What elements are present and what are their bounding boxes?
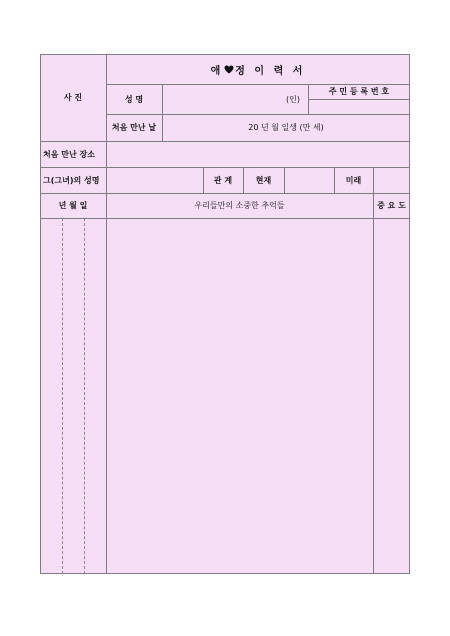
- importance-cell[interactable]: [373, 447, 410, 472]
- memory-cell[interactable]: [106, 320, 373, 345]
- grid-line: [40, 193, 410, 194]
- date-cell[interactable]: [40, 320, 106, 345]
- date-cell[interactable]: [40, 345, 106, 370]
- importance-cell[interactable]: [373, 549, 410, 574]
- current-label: 현재: [243, 167, 284, 193]
- name-label: 성 명: [106, 84, 162, 114]
- grid-line: [106, 141, 107, 574]
- col-importance-header: 중 요 도: [373, 193, 410, 218]
- col-memories-header: 우리들만의 소중한 추억들: [106, 193, 373, 218]
- partner-name-label: 그(그녀)의 성명: [40, 167, 106, 193]
- importance-cell[interactable]: [373, 498, 410, 523]
- grid-line: [106, 114, 410, 115]
- importance-cell[interactable]: [373, 472, 410, 497]
- importance-cell[interactable]: [373, 294, 410, 319]
- memory-cell[interactable]: [106, 472, 373, 497]
- grid-line: [106, 84, 410, 85]
- date-cell[interactable]: [40, 218, 106, 243]
- date-divider-dashed: [62, 218, 63, 574]
- importance-cell[interactable]: [373, 243, 410, 268]
- table-row-line: [40, 573, 410, 574]
- first-met-date-field[interactable]: 20 년 월 일생 (만 세): [162, 114, 410, 141]
- memory-cell[interactable]: [106, 294, 373, 319]
- importance-cell[interactable]: [373, 371, 410, 396]
- date-cell[interactable]: [40, 371, 106, 396]
- date-cell[interactable]: [40, 294, 106, 319]
- grid-line: [106, 54, 107, 141]
- grid-line: [308, 99, 410, 100]
- current-field[interactable]: [284, 167, 334, 193]
- memory-cell[interactable]: [106, 371, 373, 396]
- future-field[interactable]: [373, 167, 410, 193]
- partner-name-field[interactable]: [106, 167, 203, 193]
- date-cell[interactable]: [40, 498, 106, 523]
- memory-cell[interactable]: [106, 421, 373, 446]
- photo-area[interactable]: [40, 54, 106, 141]
- col-date-header: 년 월 일: [40, 193, 106, 218]
- grid-line: [373, 167, 374, 574]
- name-field[interactable]: [162, 84, 308, 114]
- grid-line: [40, 141, 410, 142]
- first-met-place-label: 처음 만난 장소: [40, 141, 106, 167]
- grid-line: [40, 54, 410, 55]
- grid-line: [40, 167, 410, 168]
- date-cell[interactable]: [40, 549, 106, 574]
- importance-cell[interactable]: [373, 345, 410, 370]
- importance-cell[interactable]: [373, 523, 410, 548]
- importance-cell[interactable]: [373, 269, 410, 294]
- date-cell[interactable]: [40, 396, 106, 421]
- date-cell[interactable]: [40, 243, 106, 268]
- resume-form: [40, 54, 410, 574]
- date-cell[interactable]: [40, 421, 106, 446]
- memory-cell[interactable]: [106, 345, 373, 370]
- future-label: 미래: [334, 167, 373, 193]
- seal-label: (인): [286, 94, 300, 104]
- relation-label: 관 계: [203, 167, 243, 193]
- grid-line: [162, 84, 163, 141]
- grid-line: [308, 84, 309, 114]
- memory-cell[interactable]: [106, 243, 373, 268]
- grid-line: [409, 54, 410, 574]
- grid-line: [40, 54, 41, 574]
- memory-cell[interactable]: [106, 396, 373, 421]
- memory-cell[interactable]: [106, 269, 373, 294]
- grid-line: [243, 167, 244, 193]
- memory-cell[interactable]: [106, 523, 373, 548]
- date-divider-dashed: [84, 218, 85, 574]
- memory-cell[interactable]: [106, 447, 373, 472]
- photo-label: 사 진: [63, 93, 83, 102]
- first-met-date-label: 처음 만난 날: [106, 114, 162, 141]
- date-cell[interactable]: [40, 447, 106, 472]
- date-cell[interactable]: [40, 269, 106, 294]
- date-cell[interactable]: [40, 523, 106, 548]
- importance-cell[interactable]: [373, 320, 410, 345]
- form-title: 애 정 이 력 서: [106, 54, 410, 84]
- id-number-label: 주 민 등 록 번 호: [308, 84, 410, 99]
- date-cell[interactable]: [40, 472, 106, 497]
- memory-cell[interactable]: [106, 498, 373, 523]
- grid-line: [284, 167, 285, 193]
- grid-line: [334, 167, 335, 193]
- id-number-field[interactable]: [308, 99, 410, 114]
- memory-cell[interactable]: [106, 549, 373, 574]
- importance-cell[interactable]: [373, 421, 410, 446]
- memory-cell[interactable]: [106, 218, 373, 243]
- first-met-place-field[interactable]: [106, 141, 410, 167]
- grid-line: [203, 167, 204, 193]
- importance-cell[interactable]: [373, 396, 410, 421]
- heart-icon: [224, 65, 234, 74]
- importance-cell[interactable]: [373, 218, 410, 243]
- grid-line: [40, 218, 410, 219]
